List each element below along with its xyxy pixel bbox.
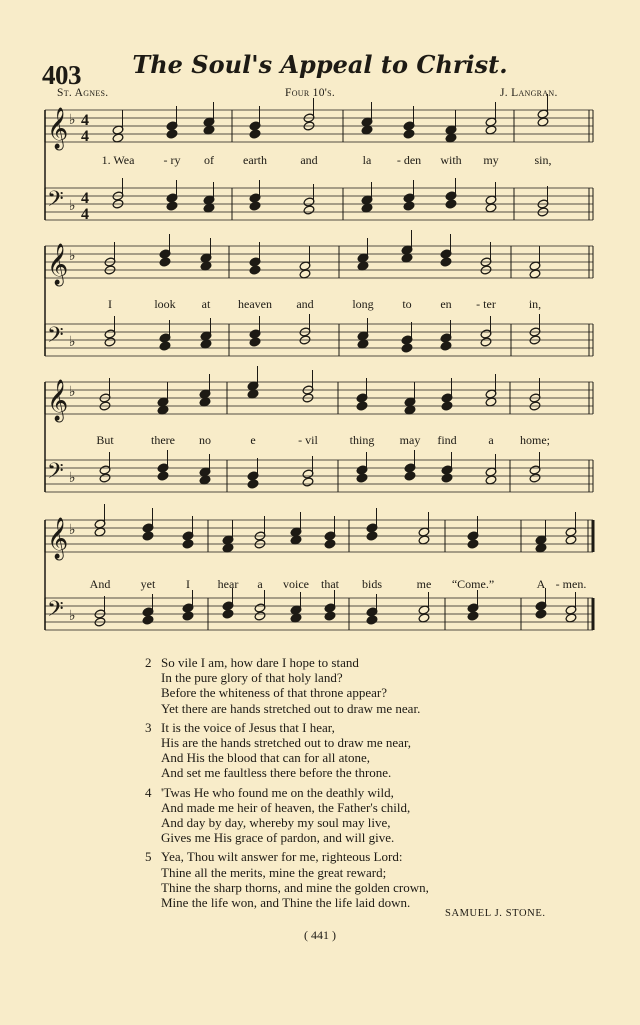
note-head [535,543,547,553]
lyric-syllable: earth [243,153,267,167]
lyric-syllable: - den [396,153,422,167]
lyric-syllable: there [151,433,175,447]
lyric-syllable: e [250,433,256,447]
note-head [290,613,302,623]
lyric-syllable: la [362,153,372,167]
lyric-syllable: no [199,433,211,447]
note-head [159,257,171,267]
meter: Four 10's. [285,87,336,99]
note-head [203,125,215,135]
verse-line: Thine all the merits, mine the great reward; [161,864,387,880]
note-head [467,611,479,621]
note-head [418,535,430,545]
lyric-syllable: long [352,297,374,311]
note-head [199,475,211,485]
lyric-syllable: - ry [163,153,181,167]
note-head [565,613,577,623]
verses [145,655,429,914]
note-head [303,205,315,215]
note-head [361,203,373,213]
note-head [99,473,111,483]
stanza [145,720,429,781]
note-head [104,337,116,347]
lyric-syllable: And [89,577,111,591]
flat-key-signature: ♭ [69,384,76,400]
verse-line: And day by day, whereby my soul may live, [161,815,391,831]
note-head [203,203,215,213]
note-head [403,201,415,211]
note-head [249,265,261,275]
note-head [404,405,416,415]
verse-line: So vile I am, how dare I hope to stand [161,655,359,670]
flat-key-signature: ♭ [69,334,76,350]
flat-key-signature: ♭ [69,522,76,538]
note-head [249,201,261,211]
lyric-syllable: voice [283,577,309,591]
hymn-title: The Soul's Appeal to Christ. [132,50,508,79]
note-head [441,473,453,483]
note-head [356,401,368,411]
verse-line: Thine the sharp thorns, and mine the golden crown, [161,879,429,895]
treble-clef: 𝄞 [47,380,69,421]
lyric-syllable: in, [528,297,542,311]
lyric-syllable: - ter [476,297,496,311]
lyric-syllable: to [402,297,412,311]
lyric-syllable: A [536,577,546,591]
note-head [159,341,171,351]
verse-line: His are the hands stretched out to draw me near, [161,735,412,751]
lyric-syllable: I [186,577,190,591]
note-head [157,471,169,481]
lyric-syllable: a [257,577,263,591]
note-head [324,611,336,621]
note-head [440,341,452,351]
stanza-number: 5 [145,849,152,865]
stanza-number: 2 [145,655,152,670]
lyric-syllable: that [321,577,339,591]
note-head [182,611,194,621]
note-head [485,475,497,485]
note-head [537,117,549,127]
author: SAMUEL J. STONE. [445,908,546,919]
note-head [565,535,577,545]
lyric-syllable: heaven [238,297,272,311]
verse-line: In the pure glory of that holy land? [161,670,343,686]
lyric-syllable: a [488,433,494,447]
note-head [401,343,413,353]
lyric-syllable: en [440,297,452,311]
note-head [445,133,457,143]
lyric-syllable: of [204,153,214,167]
lyric-syllable: and [300,153,318,167]
stanza [145,655,429,716]
verse-line: And His the blood that can for all atone, [161,750,371,766]
stanza-number: 4 [145,784,152,800]
stanza [145,785,429,846]
note-head [480,337,492,347]
bass-clef: 𝄢 [47,187,64,217]
lyric-syllable: 1. Wea [101,153,135,167]
note-head [403,129,415,139]
note-head [142,531,154,541]
note-head [529,473,541,483]
lyric-syllable: my [483,153,499,167]
note-head [356,473,368,483]
lyric-syllable: and [296,297,314,311]
note-head [418,613,430,623]
stanza-number: 3 [145,719,152,735]
note-head [222,609,234,619]
note-head [94,527,106,537]
note-head [222,543,234,553]
lyric-syllable: may [399,433,421,447]
stanza [145,849,429,910]
note-head [445,199,457,209]
lyric-syllable: - men. [555,577,587,591]
lyric-syllable: find [437,433,457,447]
lyric-syllable: “Come.” [451,577,495,591]
flat-key-signature: ♭ [69,248,76,264]
note-head [166,129,178,139]
bass-clef: 𝄢 [47,459,64,489]
note-head [401,253,413,263]
verse-line: Gives me His grace of pardon, and will give. [161,830,395,846]
note-head [485,203,497,213]
verse-line: Yea, Thou wilt answer for me, righteous Lord: [161,849,403,865]
note-head [366,615,378,625]
note-head [535,609,547,619]
bass-clef: 𝄢 [47,597,64,627]
note-head [404,471,416,481]
treble-clef: 𝄞 [47,518,69,559]
note-head [142,615,154,625]
note-head [361,125,373,135]
note-head [357,339,369,349]
note-head [254,611,266,621]
note-head [299,269,311,279]
verse-line: 'Twas He who found me on the deathly wild, [161,784,394,800]
note-head [247,389,259,399]
note-head [249,337,261,347]
lyric-syllable: thing [349,433,375,447]
note-head [290,535,302,545]
note-head [182,539,194,549]
note-head [112,133,124,143]
note-head [249,129,261,139]
time-signature: 4 [81,112,89,129]
composer: J. Langran. [500,87,558,99]
lyric-syllable: look [154,297,176,311]
note-head [366,531,378,541]
note-head [157,405,169,415]
note-head [324,539,336,549]
lyric-syllable: - vil [298,433,318,447]
time-signature: 4 [81,206,89,223]
bass-clef: 𝄢 [47,323,64,353]
treble-clef: 𝄞 [47,244,69,285]
flat-key-signature: ♭ [69,470,76,486]
time-signature: 4 [81,190,89,207]
lyric-syllable: sin, [534,153,552,167]
hymn-number: 403 [42,60,81,90]
lyric-syllable: with [440,153,462,167]
lyric-syllable: But [96,433,114,447]
flat-key-signature: ♭ [69,608,76,624]
note-head [440,257,452,267]
lyric-syllable: at [201,297,211,311]
note-head [485,397,497,407]
verse-line: Before the whiteness of that throne appear? [161,685,387,701]
time-signature: 4 [81,128,89,145]
tune-name: St. Agnes. [57,87,109,99]
treble-clef: 𝄞 [47,108,69,149]
note-head [247,479,259,489]
verse-line: And made me heir of heaven, the Father's child, [161,799,411,815]
note-head [199,397,211,407]
verse-line: Yet there are hands stretched out to draw me near. [161,700,421,716]
page-number: ( 441 ) [304,928,336,942]
flat-key-signature: ♭ [69,198,76,214]
lyric-syllable: bids [361,577,383,591]
note-head [302,477,314,487]
verse-line: And set me faultless there before the throne. [161,765,392,781]
note-head [485,125,497,135]
note-head [529,269,541,279]
note-head [467,539,479,549]
note-head [200,261,212,271]
lyric-syllable: yet [140,577,156,591]
note-head [441,401,453,411]
lyric-syllable: hear [217,577,239,591]
flat-key-signature: ♭ [69,112,76,128]
verse-line: Mine the life won, and Thine the life laid down. [161,895,411,911]
note-head [200,339,212,349]
lyric-syllable: home; [520,433,550,447]
note-head [357,261,369,271]
lyric-syllable: I [108,297,112,311]
verse-line: It is the voice of Jesus that I hear, [161,719,335,735]
note-head [166,201,178,211]
lyric-syllable: me [416,577,432,591]
